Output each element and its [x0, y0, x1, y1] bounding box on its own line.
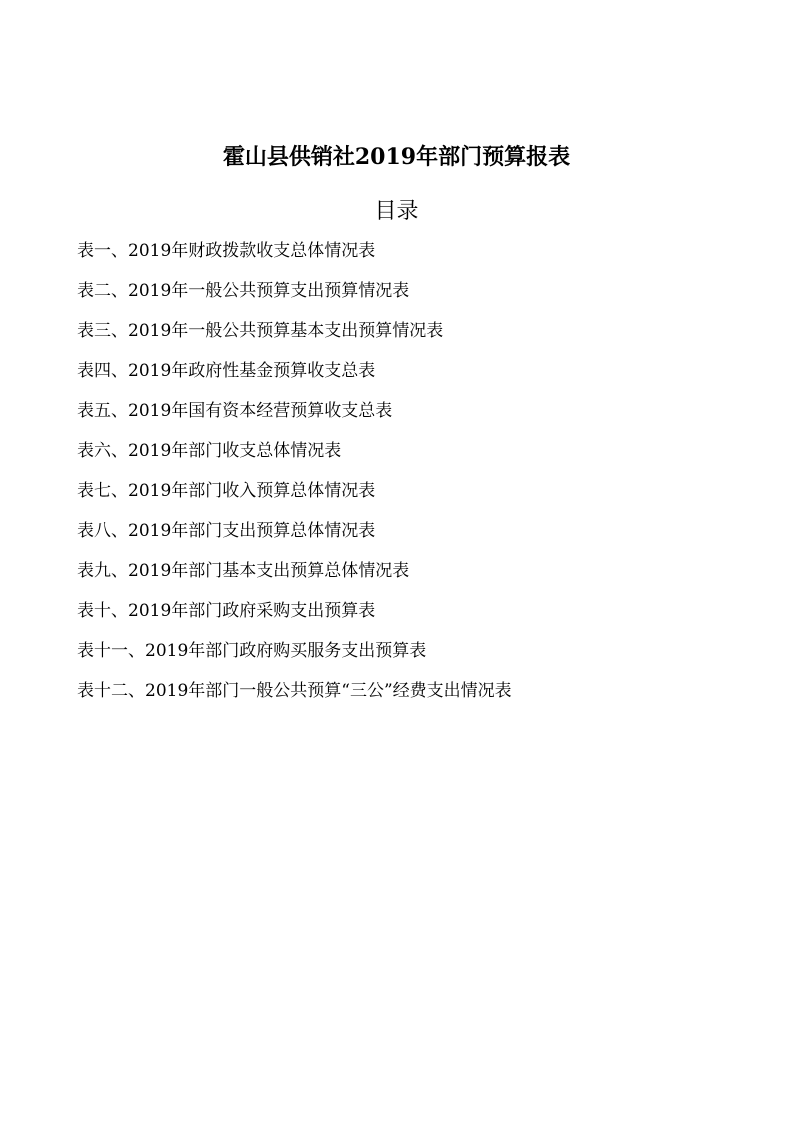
- toc-list: [77, 236, 767, 716]
- toc-item-1: 表一、2019年财政拨款收支总体情况表: [77, 241, 376, 261]
- toc-item-12: 表十二、2019年部门一般公共预算“三公”经费支出情况表: [77, 681, 512, 701]
- toc-item-11: 表十一、2019年部门政府购买服务支出预算表: [77, 641, 427, 661]
- toc-item-8: 表八、2019年部门支出预算总体情况表: [77, 521, 376, 541]
- toc-item-6: 表六、2019年部门收支总体情况表: [77, 441, 342, 461]
- toc-item-9: 表九、2019年部门基本支出预算总体情况表: [77, 561, 410, 581]
- toc-item-3: 表三、2019年一般公共预算基本支出预算情况表: [77, 321, 444, 341]
- toc-item-4: 表四、2019年政府性基金预算收支总表: [77, 361, 376, 381]
- toc-item-2: 表二、2019年一般公共预算支出预算情况表: [77, 281, 410, 301]
- toc-item-5: 表五、2019年国有资本经营预算收支总表: [77, 401, 393, 421]
- toc-heading: 目录: [374, 199, 419, 224]
- document-title: 霍山县供销社2019年部门预算报表: [222, 144, 571, 170]
- toc-item-10: 表十、2019年部门政府采购支出预算表: [77, 601, 376, 621]
- toc-item-7: 表七、2019年部门收入预算总体情况表: [77, 481, 376, 501]
